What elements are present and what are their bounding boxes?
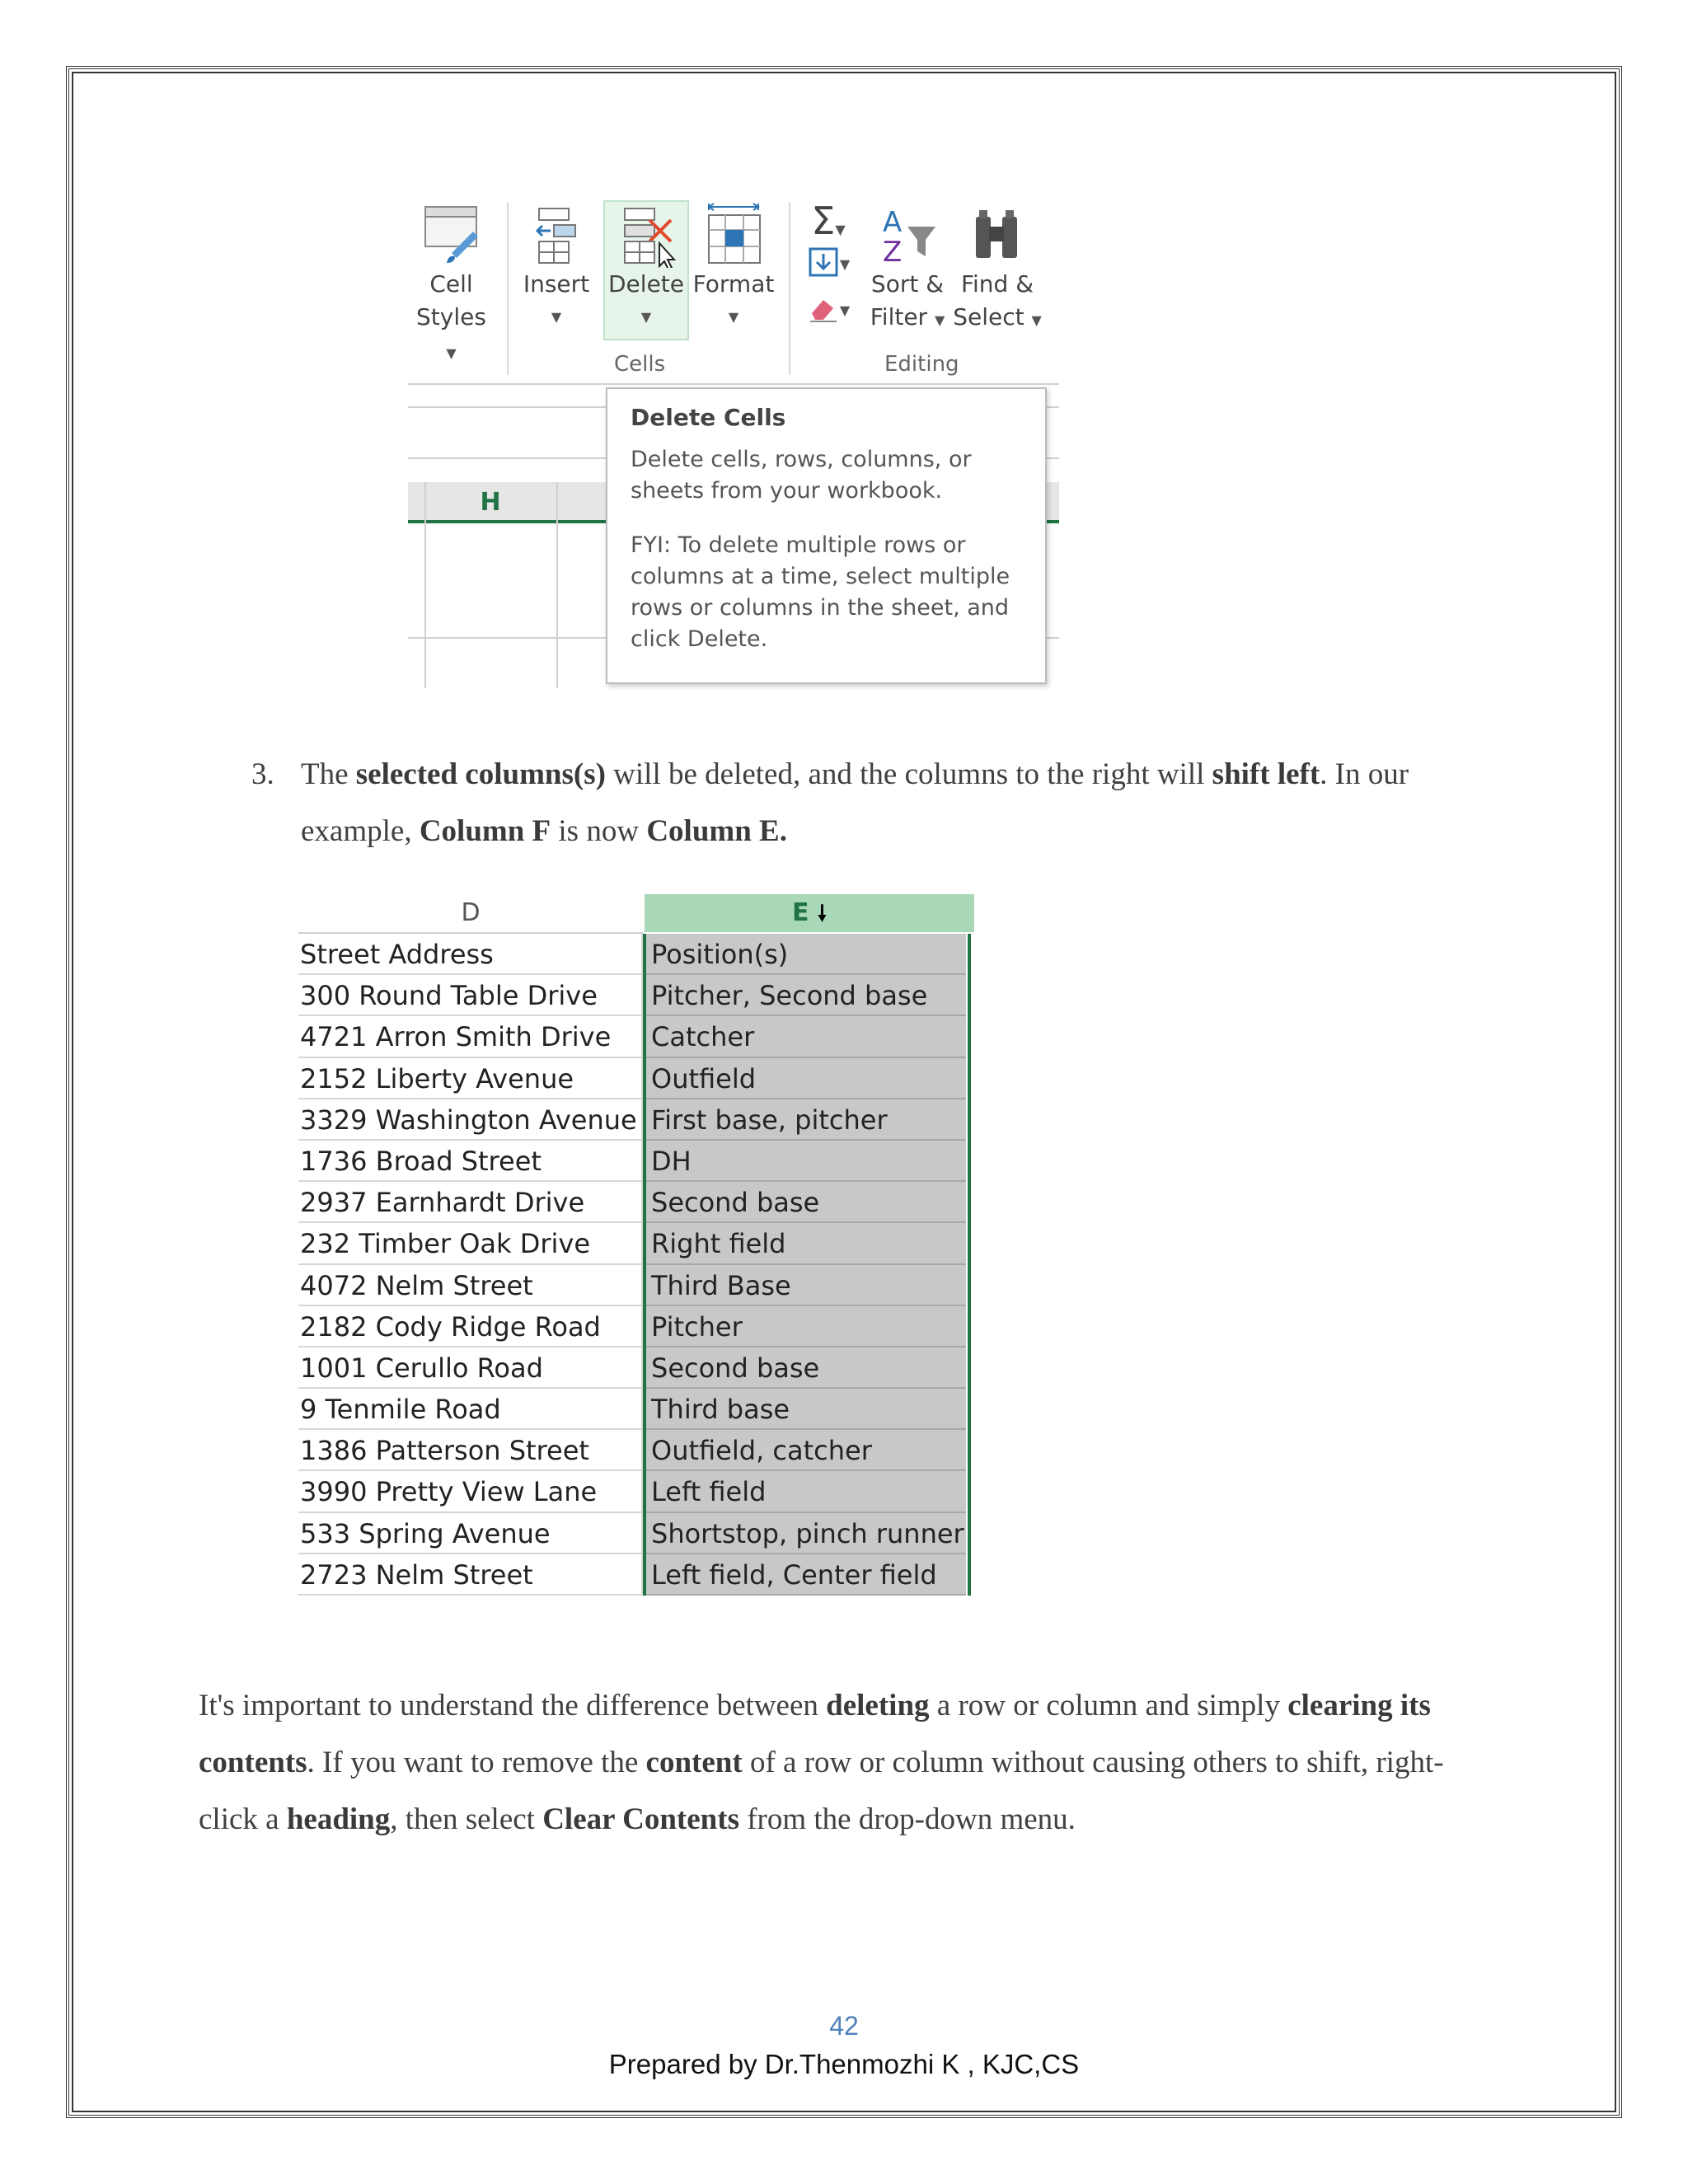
cell-position[interactable]: Third base xyxy=(645,1389,966,1430)
cell-position[interactable]: Left field xyxy=(645,1471,966,1512)
table-row xyxy=(298,1016,974,1057)
cell-position[interactable]: First base, pitcher xyxy=(645,1099,966,1141)
cell-address[interactable]: 4721 Arron Smith Drive xyxy=(298,1016,643,1057)
binoculars-icon xyxy=(964,202,1030,268)
fill-button[interactable] xyxy=(799,245,857,286)
table-row xyxy=(298,1513,974,1554)
cell-position[interactable]: Pitcher, Second base xyxy=(645,975,966,1016)
cell-position[interactable]: Right field xyxy=(645,1223,966,1264)
insert-cells-icon xyxy=(528,202,585,268)
table-row xyxy=(298,1099,974,1141)
sort-filter-button[interactable]: A Z Sort & Filter ▼ xyxy=(866,202,949,337)
prepared-by: Prepared by Dr.Thenmozhi K , KJC,CS xyxy=(608,2049,1080,2079)
cell-address[interactable]: 4072 Nelm Street xyxy=(298,1265,643,1306)
sort-filter-icon xyxy=(874,202,940,268)
table-row xyxy=(298,1554,974,1596)
cell-address[interactable]: 232 Timber Oak Drive xyxy=(298,1223,643,1264)
autosum-button[interactable] xyxy=(799,200,857,241)
table-row xyxy=(298,1141,974,1182)
group-label-editing: Editing xyxy=(884,352,959,377)
table-row xyxy=(298,975,974,1016)
sheet-rows xyxy=(298,934,974,1596)
cell-address[interactable]: 2937 Earnhardt Drive xyxy=(298,1182,643,1223)
cell-position[interactable]: Catcher xyxy=(645,1016,966,1057)
table-row xyxy=(298,1182,974,1223)
format-button[interactable]: Format ▼ xyxy=(688,202,779,334)
svg-text:A: A xyxy=(883,206,903,239)
cell-address[interactable]: 2723 Nelm Street xyxy=(298,1554,643,1596)
chevron-down-icon: ▼ xyxy=(934,312,945,328)
eraser-icon xyxy=(807,293,840,323)
chevron-down-icon: ▼ xyxy=(839,302,851,318)
cell-position[interactable]: Outfield, catcher xyxy=(645,1430,966,1471)
chevron-down-icon: ▼ xyxy=(839,256,851,272)
table-row xyxy=(298,934,974,975)
find-select-button[interactable]: Find & Select ▼ xyxy=(952,202,1043,337)
cell-address[interactable]: 3990 Pretty View Lane xyxy=(298,1471,643,1512)
cell-position[interactable]: Second base xyxy=(645,1347,966,1389)
cell-address[interactable]: 533 Spring Avenue xyxy=(298,1513,643,1554)
delete-cells-tooltip xyxy=(606,387,1047,684)
table-row xyxy=(298,1265,974,1306)
chevron-down-icon: ▼ xyxy=(446,345,457,361)
cell-address[interactable]: 9 Tenmile Road xyxy=(298,1389,643,1430)
delete-cells-icon xyxy=(613,202,679,268)
step-3: 3. The selected columns(s) will be deleted, and the columns to the right will shift left. In our example, Column F is now Column E. xyxy=(251,746,1447,860)
column-header-d[interactable]: D xyxy=(298,894,643,934)
table-row xyxy=(298,1347,974,1389)
table-row xyxy=(298,1471,974,1512)
cell-address[interactable]: 1001 Cerullo Road xyxy=(298,1347,643,1389)
cell-address[interactable]: 2152 Liberty Avenue xyxy=(298,1058,643,1099)
table-row xyxy=(298,1223,974,1264)
sigma-icon: Σ xyxy=(811,199,836,243)
tooltip-body: Delete cells, rows, columns, or sheets from your workbook. xyxy=(631,447,972,504)
cell-address[interactable]: 1386 Patterson Street xyxy=(298,1430,643,1471)
table-row xyxy=(298,1430,974,1471)
svg-text:Z: Z xyxy=(883,236,903,268)
cell-address[interactable]: Street Address xyxy=(298,934,643,975)
spreadsheet-screenshot xyxy=(298,894,974,1599)
cell-position[interactable]: Second base xyxy=(645,1182,966,1223)
ribbon-separator xyxy=(789,202,790,375)
group-label-cells: Cells xyxy=(614,352,666,377)
cell-position[interactable]: Outfield xyxy=(645,1058,966,1099)
format-cells-icon xyxy=(701,202,767,268)
chevron-down-icon: ▼ xyxy=(551,309,562,325)
cell-styles-icon xyxy=(419,202,485,268)
step-number: 3. xyxy=(251,757,274,791)
insert-button[interactable]: Insert ▼ xyxy=(515,202,598,334)
table-row xyxy=(298,1058,974,1099)
body-paragraph: It's important to understand the difference between deleting a row or column and simply clearing its contents. If you want to remove the content of a row or column without causing others to shift, right-click a heading, then select Clear Contents from the drop-down menu. xyxy=(199,1689,1444,1836)
tooltip-title: Delete Cells xyxy=(631,404,786,431)
cell-address[interactable]: 300 Round Table Drive xyxy=(298,975,643,1016)
cell-address[interactable]: 2182 Cody Ridge Road xyxy=(298,1306,643,1347)
mouse-cursor-icon xyxy=(659,243,674,268)
cell-position[interactable]: Shortstop, pinch runner xyxy=(645,1513,966,1554)
grid-line xyxy=(556,482,558,688)
cell-position[interactable]: Pitcher xyxy=(645,1306,966,1347)
column-header-e[interactable]: E 🠗 xyxy=(645,894,974,932)
ribbon-separator xyxy=(507,202,509,375)
chevron-down-icon: ▼ xyxy=(728,309,739,325)
cell-address[interactable]: 3329 Washington Avenue xyxy=(298,1099,643,1141)
down-arrow-cursor-icon: 🠗 xyxy=(817,902,828,926)
chevron-down-icon: ▼ xyxy=(1031,312,1042,328)
delete-button[interactable]: Delete ▼ xyxy=(603,200,689,340)
chevron-down-icon: ▼ xyxy=(835,222,846,237)
cell-styles-button[interactable]: Cell Styles ▼ xyxy=(408,202,495,370)
cell-position[interactable]: DH xyxy=(645,1141,966,1182)
tooltip-fyi: FYI: To delete multiple rows or columns at a time, select multiple rows or columns in the sheet, and click Delete. xyxy=(631,532,1010,652)
page-number: 42 xyxy=(829,2011,859,2041)
table-row xyxy=(298,1389,974,1430)
cell-position[interactable]: Position(s) xyxy=(645,934,966,975)
cell-address[interactable]: 1736 Broad Street xyxy=(298,1141,643,1182)
cell-position[interactable]: Left field, Center field xyxy=(645,1554,966,1596)
grid-line xyxy=(408,383,1059,385)
cell-position[interactable]: Third Base xyxy=(645,1265,966,1306)
table-row xyxy=(298,1306,974,1347)
fill-down-icon xyxy=(807,246,840,279)
chevron-down-icon: ▼ xyxy=(640,309,652,325)
column-header-h[interactable]: H xyxy=(480,488,501,517)
clear-button[interactable] xyxy=(799,291,857,332)
